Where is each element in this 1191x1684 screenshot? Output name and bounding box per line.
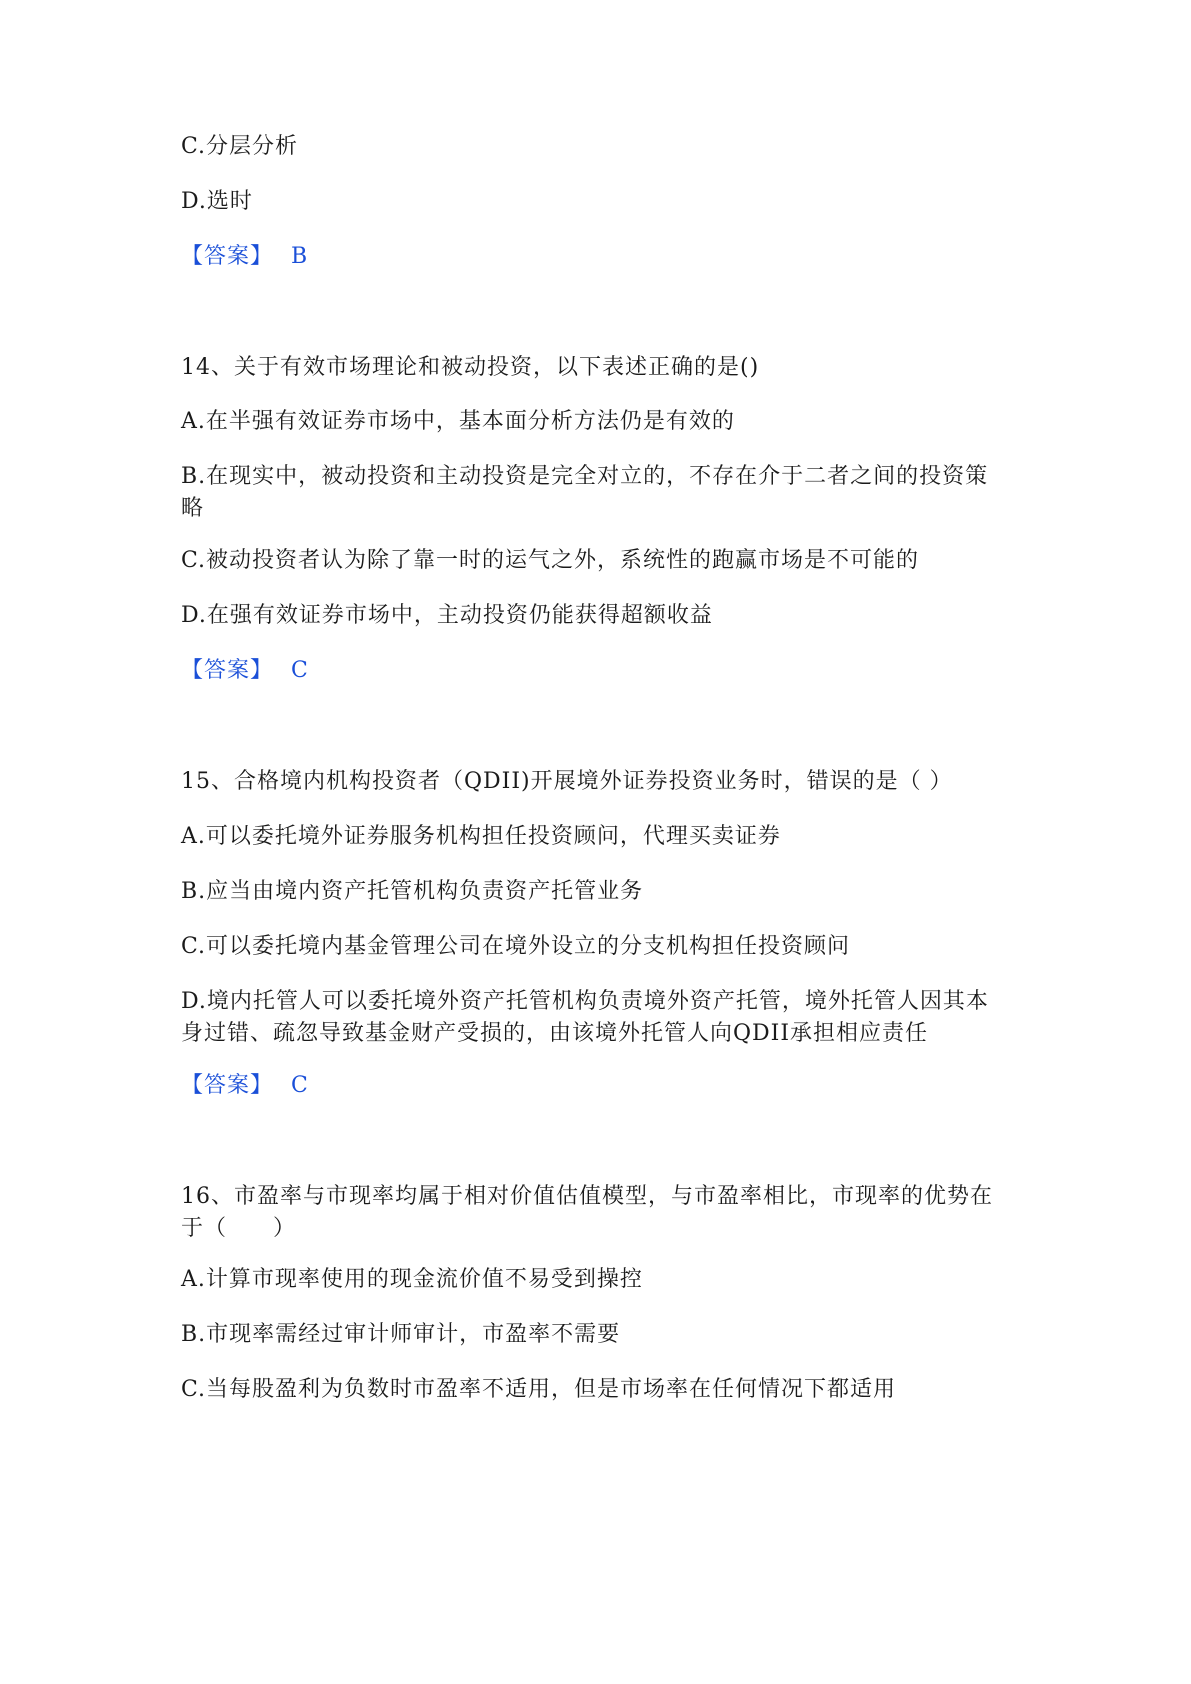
q15-question: 15、合格境内机构投资者（QDII)开展境外证券投资业务时，错误的是（ ） [181,769,953,794]
q15-option-d: D.境内托管人可以委托境外资产托管机构负责境外资产托管，境外托管人因其本身过错、疏忽导致基金财产受损的，由该境外托管人向QDII承担相应责任 [181,989,989,1046]
q16-option-b: B.市现率需经过审计师审计，市盈率不需要 [181,1322,621,1347]
prev-answer [181,241,1011,273]
q16-question: 16、市盈率与市现率均属于相对价值估值模型，与市盈率相比，市现率的优势在于（ ） [181,1184,993,1241]
q16-option-a: A.计算市现率使用的现金流价值不易受到操控 [181,1267,643,1292]
answer-tag: 【答案】 [181,658,274,683]
q15-option-b: B.应当由境内资产托管机构负责资产托管业务 [181,879,644,904]
q15-answer [181,1070,1011,1102]
q14-option-d: D.在强有效证券市场中，主动投资仍能获得超额收益 [181,603,713,628]
answer-value: B [291,244,309,269]
answer-value: C [291,658,309,683]
q14-option-c: C.被动投资者认为除了靠一时的运气之外，系统性的跑赢市场是不可能的 [181,548,920,573]
q15-option-a: A.可以委托境外证券服务机构担任投资顾问，代理买卖证券 [181,824,781,849]
q16-option-c: C.当每股盈利为负数时市盈率不适用，但是市场率在任何情况下都适用 [181,1377,897,1402]
answer-value: C [291,1073,309,1098]
q14-answer [181,655,1011,687]
prev-option-d: D.选时 [181,189,253,214]
q15-option-c: C.可以委托境内基金管理公司在境外设立的分支机构担任投资顾问 [181,934,851,959]
q14-option-b: B.在现实中，被动投资和主动投资是完全对立的，不存在介于二者之间的投资策略 [181,464,989,521]
answer-tag: 【答案】 [181,244,274,269]
q14-question: 14、关于有效市场理论和被动投资，以下表述正确的是() [181,355,760,380]
q14-option-a: A.在半强有效证券市场中，基本面分析方法仍是有效的 [181,409,735,434]
prev-option-c: C.分层分析 [181,134,299,159]
answer-tag: 【答案】 [181,1073,274,1098]
